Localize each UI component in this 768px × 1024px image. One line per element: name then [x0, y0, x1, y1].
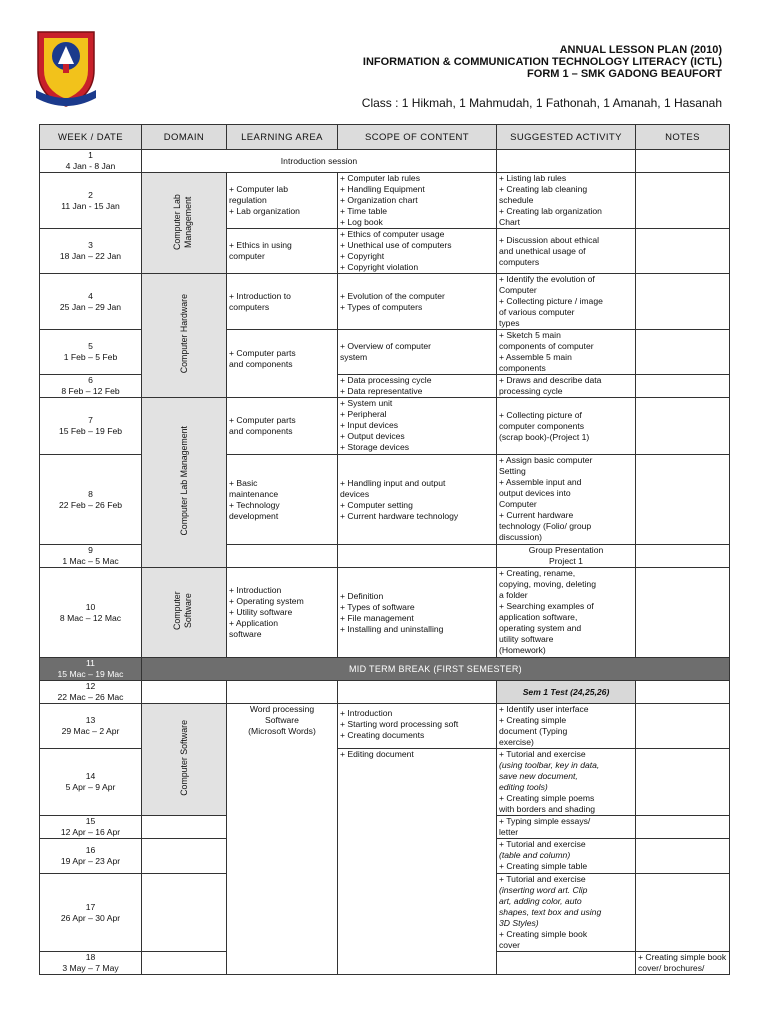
learning-area-cell [227, 545, 338, 568]
notes-cell [636, 173, 730, 229]
notes-cell [636, 375, 730, 398]
activity-cell: + Creating, rename, copying, moving, deleting a folder + Searching examples of application software, operating system and utility software (Homework) [497, 568, 636, 658]
notes-cell [636, 704, 730, 749]
notes-cell [636, 455, 730, 545]
week-cell: 5 1 Feb – 5 Feb [40, 330, 142, 375]
scope-cell: + Data processing cycle + Data representative [338, 375, 497, 398]
table-row [40, 398, 730, 455]
activity-cell: + Tutorial and exercise (table and column) + Creating simple table [497, 839, 636, 874]
activity-cell: + Draws and describe data processing cycle [497, 375, 636, 398]
domain-cell: Computer Lab Management [142, 398, 227, 568]
notes-cell [636, 681, 730, 704]
activity-cell: Group Presentation Project 1 [497, 545, 636, 568]
activity-cell: + Tutorial and exercise (inserting word art. Clip art, adding color, auto shapes, text box and using 3D Styles) + Creating simple book cover [497, 874, 636, 952]
domain-cell [142, 874, 227, 952]
notes-cell [636, 229, 730, 274]
activity-cell: + Sketch 5 main components of computer + Assemble 5 main components [497, 330, 636, 375]
form-school-title: FORM 1 – SMK GADONG BEAUFORT [527, 68, 722, 80]
learning-area-cell: + Computer parts and components [227, 398, 338, 455]
activity-cell: + Discussion about ethical and unethical usage of computers [497, 229, 636, 274]
week-cell: 16 19 Apr – 23 Apr [40, 839, 142, 874]
activity-cell: + Assign basic computer Setting + Assemble input and output devices into Computer + Current hardware technology (Folio/ group discussion) [497, 455, 636, 545]
domain-cell: Computer Software [142, 704, 227, 816]
table-header-row [40, 125, 730, 150]
week-cell: 7 15 Feb – 19 Feb [40, 398, 142, 455]
domain-cell [142, 816, 227, 839]
scope-cell: + Overview of computer system [338, 330, 497, 375]
subject-title: INFORMATION & COMMUNICATION TECHNOLOGY LITERACY (ICTL) [362, 56, 722, 68]
domain-cell: Computer Software [142, 568, 227, 658]
scope-cell [338, 681, 497, 704]
lesson-plan-table [39, 124, 730, 975]
activity-cell [497, 150, 636, 173]
domain-cell [142, 681, 227, 704]
scope-cell: + Evolution of the computer + Types of computers [338, 274, 497, 330]
week-cell: 10 8 Mac – 12 Mac [40, 568, 142, 658]
notes-cell [636, 749, 730, 816]
col-week-date: WEEK / DATE [40, 125, 142, 150]
notes-cell [636, 839, 730, 874]
notes-cell [636, 568, 730, 658]
col-scope-of-content: SCOPE OF CONTENT [338, 125, 497, 150]
week-cell: 2 11 Jan - 15 Jan [40, 173, 142, 229]
activity-cell: + Typing simple essays/ letter [497, 816, 636, 839]
notes-cell [636, 398, 730, 455]
activity-cell: + Tutorial and exercise (using toolbar, key in data, save new document, editing tools) + Creating simple poems with borders and shading [497, 749, 636, 816]
col-domain: DOMAIN [142, 125, 227, 150]
notes-cell [636, 274, 730, 330]
plan-title: ANNUAL LESSON PLAN (2010) [559, 44, 722, 56]
scope-cell: + System unit + Peripheral + Input devices + Output devices + Storage devices [338, 398, 497, 455]
learning-area-cell: + Introduction to computers [227, 274, 338, 330]
week-cell: 12 22 Mac – 26 Mac [40, 681, 142, 704]
col-learning-area: LEARNING AREA [227, 125, 338, 150]
domain-cell: Computer Lab Management [142, 173, 227, 274]
week-cell: 9 1 Mac – 5 Mac [40, 545, 142, 568]
week-cell: 1 4 Jan - 8 Jan [40, 150, 142, 173]
scope-cell [497, 952, 636, 975]
week-cell: 17 26 Apr – 30 Apr [40, 874, 142, 952]
test-cell: Sem 1 Test (24,25,26) [497, 681, 636, 704]
week-cell: 3 18 Jan – 22 Jan [40, 229, 142, 274]
learning-area-cell: + Ethics in using computer [227, 229, 338, 274]
activity-cell: + Creating simple book cover/ brochures/ [636, 952, 730, 975]
table-row [40, 681, 730, 704]
week-cell: 11 15 Mac – 19 Mac [40, 658, 142, 681]
col-notes: NOTES [636, 125, 730, 150]
activity-cell: + Collecting picture of computer components (scrap book)-(Project 1) [497, 398, 636, 455]
table-row [40, 274, 730, 330]
learning-area-cell: + Computer lab regulation + Lab organization [227, 173, 338, 229]
notes-cell [636, 150, 730, 173]
week-cell: 8 22 Feb – 26 Feb [40, 455, 142, 545]
learning-area-cell: + Computer parts and components [227, 330, 338, 398]
activity-cell: + Identify the evolution of Computer + Collecting picture / image of various computer types [497, 274, 636, 330]
week-cell: 13 29 Mac – 2 Apr [40, 704, 142, 749]
week-cell: 6 8 Feb – 12 Feb [40, 375, 142, 398]
week-cell: 14 5 Apr – 9 Apr [40, 749, 142, 816]
scope-cell [338, 545, 497, 568]
notes-cell [636, 545, 730, 568]
class-list: Class : 1 Hikmah, 1 Mahmudah, 1 Fathonah, 1 Amanah, 1 Hasanah [361, 96, 722, 110]
scope-cell: + Handling input and output devices + Computer setting + Current hardware technology [338, 455, 497, 545]
intro-cell: Introduction session [142, 150, 497, 173]
scope-cell: + Computer lab rules + Handling Equipment + Organization chart + Time table + Log book [338, 173, 497, 229]
table-row [40, 568, 730, 658]
week-cell: 18 3 May – 7 May [40, 952, 142, 975]
learning-area-cell [227, 681, 338, 704]
col-suggested-activity: SUGGESTED ACTIVITY [497, 125, 636, 150]
activity-cell: + Listing lab rules + Creating lab cleaning schedule + Creating lab organization Chart [497, 173, 636, 229]
domain-cell [142, 839, 227, 874]
scope-cell: + Ethics of computer usage + Unethical use of computers + Copyright + Copyright violation [338, 229, 497, 274]
week-cell: 4 25 Jan – 29 Jan [40, 274, 142, 330]
week-cell: 15 12 Apr – 16 Apr [40, 816, 142, 839]
mid-term-break-cell: MID TERM BREAK (FIRST SEMESTER) [142, 658, 730, 681]
school-crest-logo [30, 26, 102, 112]
scope-cell: + Editing document [338, 749, 497, 975]
learning-area-cell: Word processing Software (Microsoft Words) [227, 704, 338, 975]
notes-cell [636, 874, 730, 952]
learning-area-cell: + Introduction + Operating system + Utility software + Application software [227, 568, 338, 658]
table-row [40, 150, 730, 173]
table-row [40, 704, 730, 749]
activity-cell: + Identify user interface + Creating simple document (Typing exercise) [497, 704, 636, 749]
notes-cell [636, 330, 730, 375]
table-row [40, 173, 730, 229]
notes-cell [636, 816, 730, 839]
table-row [40, 658, 730, 681]
scope-cell: + Introduction + Starting word processing soft + Creating documents [338, 704, 497, 749]
learning-area-cell: + Basic maintenance + Technology development [227, 455, 338, 545]
domain-cell: Computer Hardware [142, 274, 227, 398]
domain-cell [142, 952, 227, 975]
scope-cell: + Definition + Types of software + File management + Installing and uninstalling [338, 568, 497, 658]
